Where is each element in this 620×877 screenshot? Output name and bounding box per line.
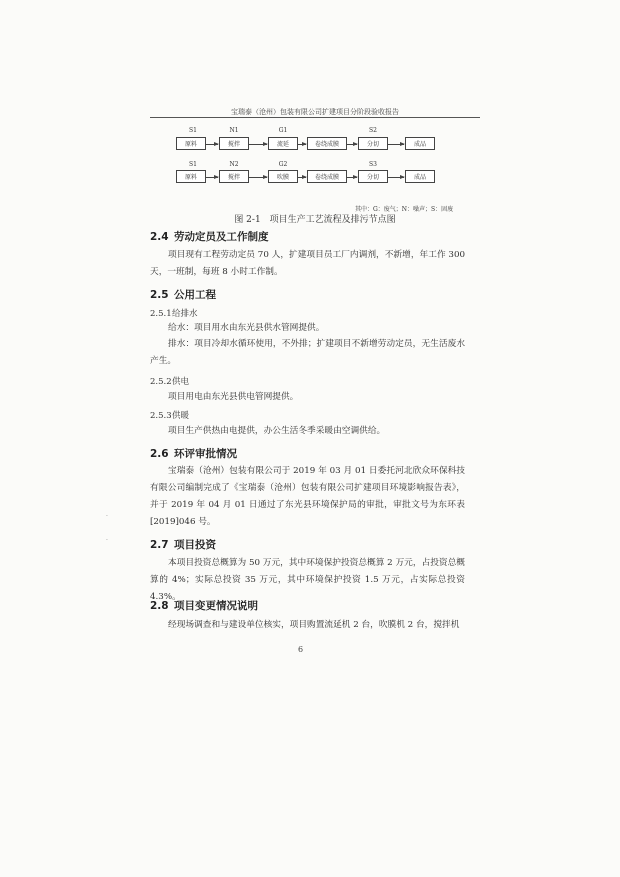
figure-caption: 图 2-1 项目生产工艺流程及排污节点图	[234, 215, 396, 225]
flow-arrow	[388, 144, 404, 145]
paragraph: 经现场调查和与建设单位核实，项目购置流延机 2 台，吹膜机 2 台，搅拌机	[168, 620, 460, 630]
flow-node-label: G2	[278, 161, 288, 168]
subsection-title: 给排水	[172, 309, 198, 319]
section-heading-2-7	[150, 537, 216, 552]
section-title: 项目投资	[174, 539, 216, 551]
flow-step-box: 流延	[268, 137, 298, 150]
process-flow-diagram	[0, 0, 620, 230]
flow-arrow	[206, 144, 218, 145]
section-number: 2.5	[150, 289, 169, 301]
flow-arrow	[249, 144, 267, 145]
flow-step-box: 吹膜	[268, 170, 298, 183]
section-number: 2.8	[150, 600, 169, 612]
section-number: 2.4	[150, 231, 169, 243]
subsection-number: 2.5.2	[150, 377, 172, 387]
subsection-heading-2-5-1	[150, 307, 198, 319]
figure-legend: 其中：G：废气；N：噪声；S：固废	[355, 206, 454, 213]
paragraph: 项目用电由东光县供电管网提供。	[168, 392, 299, 402]
flow-arrow	[298, 144, 306, 145]
flow-step-box: 成品	[405, 137, 435, 150]
flow-step-box: 搅拌	[219, 137, 249, 150]
flow-node-label: N2	[229, 161, 239, 168]
section-title: 环评审批情况	[174, 448, 237, 460]
paragraph: 给水：项目用水由东光县供水管网提供。	[168, 323, 325, 333]
section-heading-2-5	[150, 287, 216, 302]
flow-arrow	[249, 177, 267, 178]
section-number: 2.7	[150, 539, 169, 551]
flow-step-box: 成品	[405, 170, 435, 183]
flow-node-label: S1	[189, 161, 197, 168]
flow-arrow	[206, 177, 218, 178]
flow-node-label: N1	[229, 127, 239, 134]
flow-arrow	[298, 177, 306, 178]
margin-mark: ·	[106, 537, 108, 544]
margin-mark: ·	[106, 513, 108, 520]
flow-step-box: 卷绕成膜	[307, 170, 347, 183]
section-number: 2.6	[150, 448, 169, 460]
flow-arrow	[347, 177, 357, 178]
section-heading-2-4	[150, 229, 269, 244]
flow-arrow	[347, 144, 357, 145]
section-heading-2-6	[150, 446, 237, 461]
paragraph: 宝瑞泰（沧州）包装有限公司于 2019 年 03 月 01 日委托河北欣众环保科技有限公司编制完成了《宝瑞泰（沧州）包装有限公司扩建项目环境影响报告表》，并于 2019 年 04 月 01 日通过了东光县环境保护局的审批，审批文号为东环表[2019]046 号。	[150, 466, 465, 527]
flow-step-box: 分切	[358, 170, 388, 183]
subsection-number: 2.5.1	[150, 309, 172, 319]
flow-step-box: 原料	[176, 137, 206, 150]
section-title: 劳动定员及工作制度	[174, 231, 269, 243]
flow-step-box: 卷绕成膜	[307, 137, 347, 150]
paragraph: 项目生产供热由电提供，办公生活冬季采暖由空调供给。	[168, 426, 386, 436]
subsection-title: 供电	[172, 377, 190, 387]
paragraph: 本项目投资总概算为 50 万元，其中环境保护投资总概算 2 万元，占投资总概算的 4%；实际总投资 35 万元，其中环境保护投资 1.5 万元，占实际总投资 4.3%。	[150, 558, 465, 602]
page-header: 宝瑞泰（沧州）包装有限公司扩建项目分阶段验收报告	[231, 108, 399, 116]
flow-node-label: S1	[189, 127, 197, 134]
flow-arrow	[388, 177, 404, 178]
section-title: 项目变更情况说明	[174, 600, 258, 612]
flow-node-label: G1	[278, 127, 288, 134]
subsection-number: 2.5.3	[150, 411, 172, 421]
flow-step-box: 分切	[358, 137, 388, 150]
flow-node-label: S2	[369, 127, 377, 134]
subsection-heading-2-5-3	[150, 409, 189, 421]
page-number: 6	[298, 645, 304, 654]
subsection-heading-2-5-2	[150, 375, 189, 387]
paragraph: 排水：项目冷却水循环使用，不外排；扩建项目不新增劳动定员，无生活废水产生。	[150, 339, 465, 366]
paragraph: 项目现有工程劳动定员 70 人，扩建项目员工厂内调剂，不新增，年工作 300 天，一班制，每班 8 小时工作制。	[150, 250, 465, 277]
subsection-title: 供暖	[172, 411, 190, 421]
section-title: 公用工程	[174, 289, 216, 301]
flow-step-box: 搅拌	[219, 170, 249, 183]
flow-step-box: 原料	[176, 170, 206, 183]
flow-node-label: S3	[369, 161, 377, 168]
section-heading-2-8	[150, 598, 258, 613]
